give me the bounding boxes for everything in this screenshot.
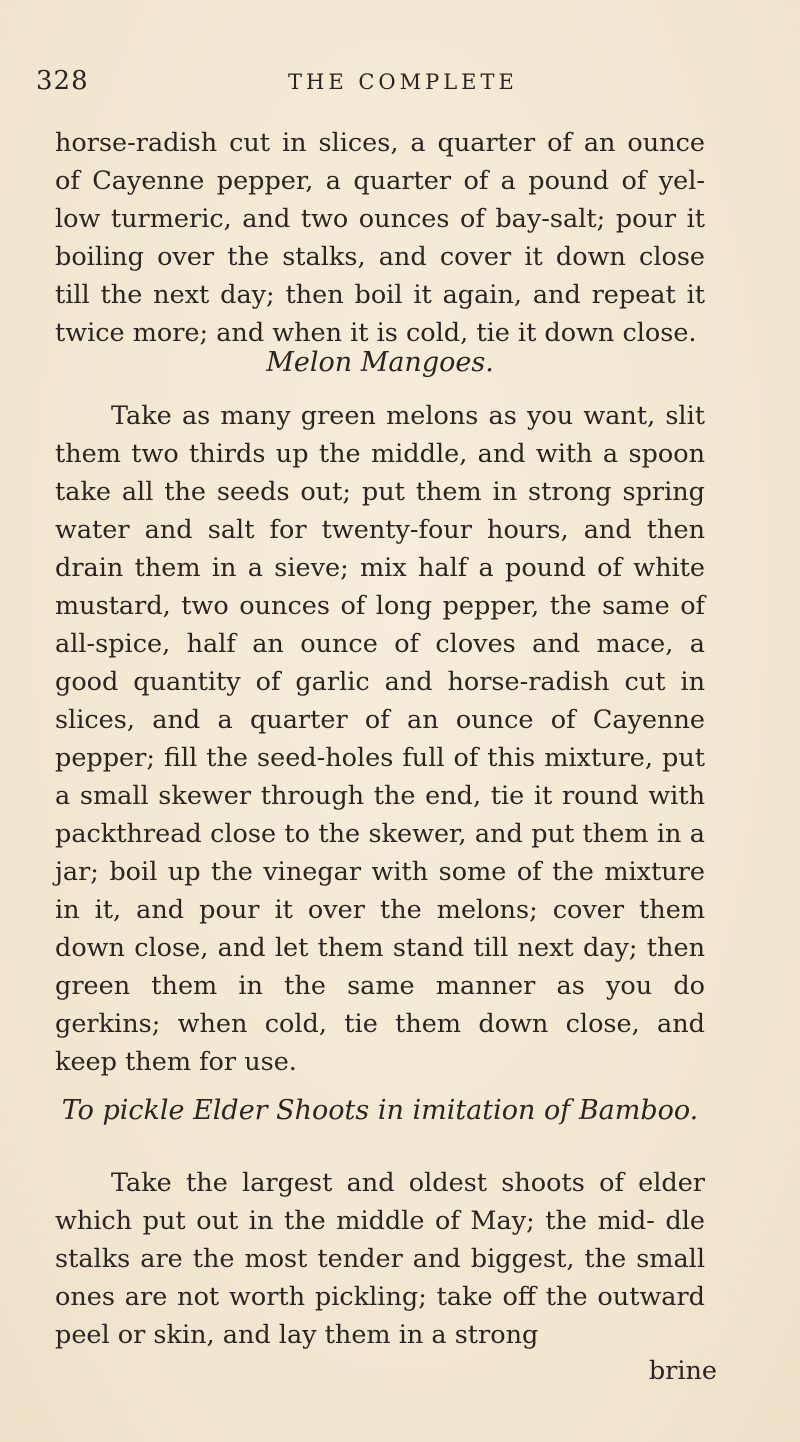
melon-mangoes-text xyxy=(55,397,705,1081)
elder-shoots-text xyxy=(55,1164,705,1354)
elder-shoots-paragraph: Take the largest and oldest shoots of elder which put out in the middle of May; the mid- dle stalks are the most tender and biggest, the small ones are not worth pickling; take off the outward peel or skin, and lay them in a strong xyxy=(55,1168,705,1350)
continuation-text xyxy=(55,124,705,352)
section-heading-melon-mangoes: Melon Mangoes. xyxy=(266,347,494,378)
continuation-paragraph: horse-radish cut in slices, a quarter of an ounce of Cayenne pepper, a quarter of a pound of yel- low turmeric, and two ounces of bay-salt; pour it boiling over the stalks, and cover it down close till the next day; then boil it again, and repeat it twice more; and when it is cold, tie it down close. xyxy=(55,128,705,348)
page-number: 328 xyxy=(36,66,89,96)
page-header xyxy=(36,66,716,106)
running-head: THE COMPLETE xyxy=(288,70,518,94)
section-heading-elder-shoots: To pickle Elder Shoots in imitation of Bamboo. xyxy=(61,1095,699,1126)
catchword: brine xyxy=(648,1356,717,1386)
melon-mangoes-paragraph: Take as many green melons as you want, slit them two thirds up the middle, and with a spoon take all the seeds out; put them in strong spring water and salt for twenty-four hours, and then drain them in a sieve; mix half a pound of white mustard, two ounces of long pepper, the same of all-spice, half an ounce of cloves and mace, a good quantity of garlic and horse-radish cut in slices, and a quarter of an ounce of Cayenne pepper; fill the seed-holes full of this mixture, put a small skewer through the end, tie it round with packthread close to the skewer, and put them in a jar; boil up the vinegar with some of the mixture in it, and pour it over the melons; cover them down close, and let them stand till next day; then green them in the same manner as you do gerkins; when cold, tie them down close, and keep them for use. xyxy=(55,401,705,1077)
